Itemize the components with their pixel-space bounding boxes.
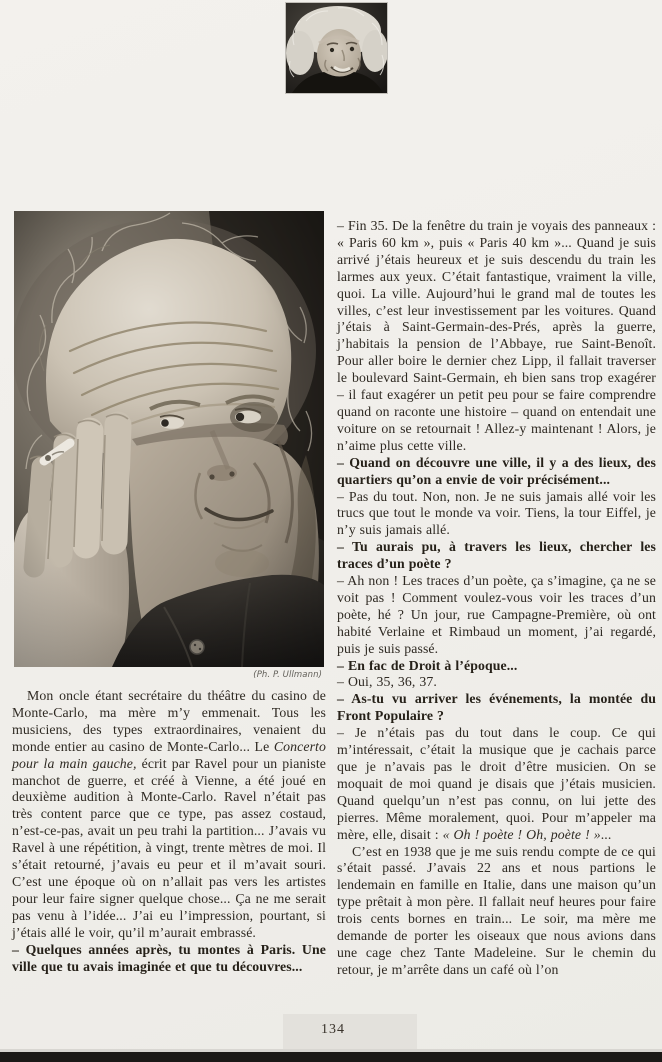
- text-segment: – En fac de Droit à l’époque...: [337, 657, 518, 673]
- answer-paragraph: [337, 489, 656, 540]
- portrait-graphic: [14, 211, 324, 667]
- photo-credit: (Ph. P. Ullmann): [253, 670, 322, 680]
- text-segment: Mon oncle étant secrétaire du théâtre du casino de Monte-Carlo, ma mère m’y emmenait. Tous les musiciens, des types extraordinaires, venaient du monde entier au casino de Monte-Carlo... Le: [12, 688, 326, 754]
- header-portrait-graphic: [286, 3, 387, 93]
- question-paragraph: [337, 658, 656, 675]
- text-segment: – Quelques années après, tu montes à Paris. Une ville que tu avais imaginée et que tu découvres...: [12, 941, 326, 974]
- scan-edge-strip: [0, 1052, 662, 1062]
- question-paragraph: [337, 455, 656, 489]
- portrait-photo: [14, 211, 324, 667]
- header-portrait-photo: [285, 2, 388, 94]
- text-segment: – Ah non ! Les traces d’un poète, ça s’imagine, ça ne se voit pas ! Comment voulez-vous voir les traces d’un poète, hé ? Un jour, rue Campagne-Première, où ont habité Verlaine et Rimbaud un moment, j’ai regardé, puis je suis passé.: [337, 573, 656, 656]
- text-segment: C’est en 1938 que je me suis rendu compte de ce qui s’était passé. J’avais 22 ans et nous partions le lendemain en famille en Italie, dans une maison qu’un type prêtait à mon père. Il fallait neuf heures pour faire trois cents bornes en train... Le soir, ma mère me demande de porter les oiseaux que nous avions dans une cage chez Tante Madeleine. Sur le chemin du retour, je m’arrête dans un café où l’on: [337, 843, 656, 977]
- answer-paragraph: [337, 844, 656, 979]
- text-segment: – Je n’étais pas du tout dans le coup. Ce qui m’intéressait, c’était la musique que je cachais parce que je n’avais pas le droit d’être musicien. On se moquait de moi quand je disais que j’étais musicien. Quand quelqu’un n’est pas connu, on lui jette des pierres. Même moralement, quoi. Pour m’appeler ma mère, elle, disait :: [337, 725, 656, 842]
- question-paragraph: [337, 691, 656, 725]
- text-segment: – Tu aurais pu, à travers les lieux, chercher les traces d’un poète ?: [337, 539, 656, 572]
- answer-paragraph: [12, 688, 326, 942]
- text-segment: ...: [600, 826, 612, 842]
- left-column-text: [12, 688, 326, 975]
- answer-paragraph: [337, 674, 656, 691]
- question-paragraph: [12, 942, 326, 976]
- question-paragraph: [337, 539, 656, 573]
- page-number: 134: [321, 1022, 345, 1037]
- text-segment: écrit par Ravel pour un pianiste manchot de guerre, et créé à Vienne, a été joué en deuxième audition à Monte-Carlo. Ravel n’était pas très content parce que ce type, pas assez costaud, n’est-ce-pas, avait un peu trahi la partition... J’avais vu Ravel à une répétition, à vingt, trente mètres de moi. Il s’était retourné, j’avais eu peur et il m’avait souri. C’est une époque où on n’allait pas vers les artistes pour leur faire signer quelque chose... Ça ne me serait pas venu à l’idée... J’ai eu l’impression, pourtant, si j’étais allé le voir, qu’il m’aurait embrassé.: [12, 755, 327, 940]
- answer-paragraph: [337, 573, 656, 658]
- text-segment: – As-tu vu arriver les événements, la montée du Front Populaire ?: [337, 691, 656, 724]
- text-segment: – Quand on découvre une ville, il y a des lieux, des quartiers qu’on a envie de voir précisément...: [337, 454, 656, 487]
- text-segment: Concerto pour la main gauche,: [12, 738, 326, 771]
- text-segment: – Pas du tout. Non, non. Je ne suis jamais allé voir les trucs que tout le monde va voir. Tiens, la tour Eiffel, je n’y suis jamais allé.: [337, 488, 656, 538]
- text-segment: – Oui, 35, 36, 37.: [337, 674, 437, 690]
- answer-paragraph: [337, 218, 656, 455]
- text-segment: « Oh ! poète ! Oh, poète ! »: [442, 826, 601, 842]
- answer-paragraph: [337, 725, 656, 843]
- text-segment: – Fin 35. De la fenêtre du train je voyais des panneaux : « Paris 60 km », puis « Paris 40 km »... Quand je suis arrivé j’étais heureux et je suis descendu du train les larmes aux yeux. C’était fantastique, vraiment la ville, quoi. La ville. Aujourd’hui le grand mal de toutes les villes, c’est leur investissement par les voitures. Quand j’étais à Saint-Germain-des-Prés, après la guerre, j’habitais la pension de l’Abbaye, rue Saint-Benoît. Pour aller boire le dernier chez Lipp, il fallait traverser le boulevard Saint-Germain, eh bien sans trop exagérer – il faut exagérer un petit peu pour se faire comprendre quand on raconte une histoire – quand on entendait une voiture on se retournait ! Allez-y maintenant ! Alors, je n’aime plus cette ville.: [337, 218, 656, 453]
- right-column-text: [337, 218, 656, 979]
